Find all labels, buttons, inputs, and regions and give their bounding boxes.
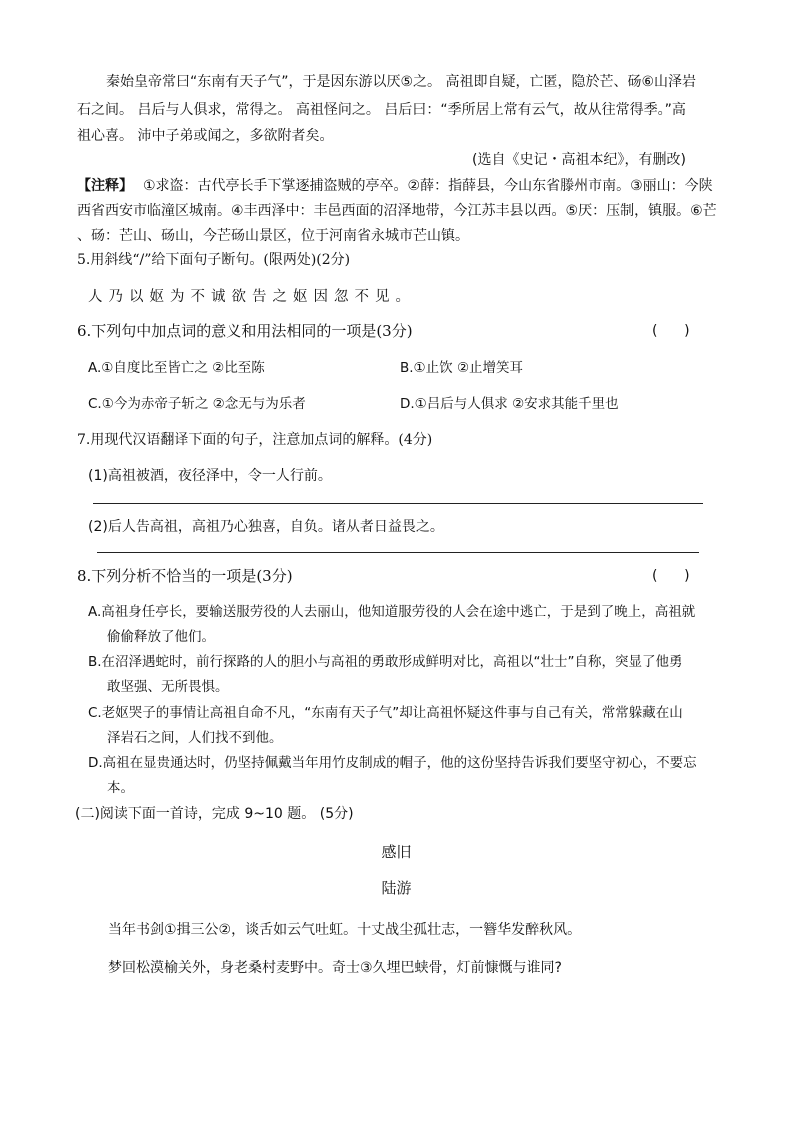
q6-answer-paren[interactable]: ( ) — [652, 323, 690, 339]
q8-option-d-line-1: D.高祖在显贵通达时，仍坚持佩戴当年用竹皮制成的帽子，他的这份坚持告诉我们要坚守初心，不要忘 — [88, 755, 697, 771]
q7-stem: 7.用现代汉语翻译下面的句子，注意加点词的解释。(4分) — [77, 432, 433, 448]
q8-option-c-line-2: 泽岩石之间，人们找不到他。 — [107, 730, 283, 746]
q6-stem: 6.下列句中加点词的意义和用法相同的一项是(3分) — [77, 322, 413, 340]
passage-line-3: 祖心喜。 沛中子弟或闻之，多欲附者矣。 — [77, 128, 334, 144]
q5-stem: 5.用斜线“/”给下面句子断句。(限两处)(2分) — [77, 252, 351, 268]
q8-stem: 8.下列分析不恰当的一项是(3分) — [77, 567, 293, 585]
q7-sentence-2: (2)后人告高祖，高祖乃心独喜，自负。诸从者日益畏之。 — [88, 519, 444, 535]
q6-option-b: B.①止饮 ②止增笑耳 — [400, 360, 524, 376]
passage-source: (选自《史记・高祖本纪》，有删改) — [472, 152, 686, 168]
notes-line-1 — [77, 176, 713, 196]
passage-line-1: 秦始皇帝常曰“东南有天子气”，于是因东游以厌⑤之。 高祖即自疑，亡匿，隐於芒、砀⑥山泽岩 — [106, 74, 697, 90]
poem-line-1: 当年书剑①揖三公②，谈舌如云气吐虹。十丈战尘孤壮志，一簪华发醉秋风。 — [108, 922, 582, 938]
passage-line-2: 石之间。 吕后与人俱求，常得之。 高祖怪问之。 吕后曰：“季所居上常有云气，故从往常得季。”高 — [77, 102, 686, 118]
notes-text-1: ①求盗：古代亭长手下掌逐捕盗贼的亭卒。②薛：指薛县，今山东省滕州市南。③丽山：今陕 — [143, 178, 713, 194]
poem-line-2: 梦回松漠榆关外，身老桑村麦野中。奇士③久埋巴蛱骨，灯前慷慨与谁同? — [108, 960, 562, 976]
q8-option-d-line-2: 本。 — [107, 780, 134, 796]
q8-option-a-line-2: 偷偷释放了他们。 — [107, 629, 215, 645]
q5-sentence: 人乃以妪为不诚欲告之妪因忽不见。 — [88, 289, 416, 305]
q7-answer-line-2[interactable] — [97, 552, 699, 553]
poem-title: 感旧 — [381, 843, 412, 861]
q8-option-b-line-2: 敢坚强、无所畏惧。 — [107, 679, 229, 695]
q7-sentence-1: (1)高祖被酒，夜径泽中，令一人行前。 — [88, 468, 332, 484]
q7-answer-line-1[interactable] — [93, 503, 703, 504]
notes-line-2: 西省西安市临潼区城南。④丰西泽中：丰邑西面的沼泽地带，今江苏丰县以西。⑤厌：压制，镇服。⑥芒 — [77, 203, 717, 219]
q8-option-a-line-1: A.高祖身任亭长，要输送服劳役的人去丽山，他知道服劳役的人会在途中逃亡，于是到了晚上，高祖就 — [88, 604, 696, 620]
q8-option-c-line-1: C.老妪哭子的事情让高祖自命不凡，“东南有天子气”却让高祖怀疑这件事与自己有关，常常躲藏在山 — [88, 705, 683, 721]
q6-option-a: A.①自度比至皆亡之 ②比至陈 — [88, 360, 265, 376]
q6-option-d: D.①吕后与人俱求 ②安求其能千里也 — [400, 396, 619, 412]
section2-heading: (二)阅读下面一首诗，完成 9~10 题。 (5分) — [75, 806, 354, 822]
q6-option-c: C.①今为赤帝子斩之 ②念无与为乐者 — [88, 396, 306, 412]
notes-line-3: 、砀：芒山、砀山，今芒砀山景区，位于河南省永城市芒山镇。 — [77, 228, 469, 244]
poem-author: 陆游 — [381, 879, 412, 897]
q8-option-b-line-1: B.在沼泽遇蛇时，前行探路的人的胆小与高祖的勇敢形成鲜明对比，高祖以“壮士”自称，突显了他勇 — [88, 654, 683, 670]
q8-answer-paren[interactable]: ( ) — [652, 568, 690, 584]
notes-label: 【注释】 — [77, 178, 133, 194]
